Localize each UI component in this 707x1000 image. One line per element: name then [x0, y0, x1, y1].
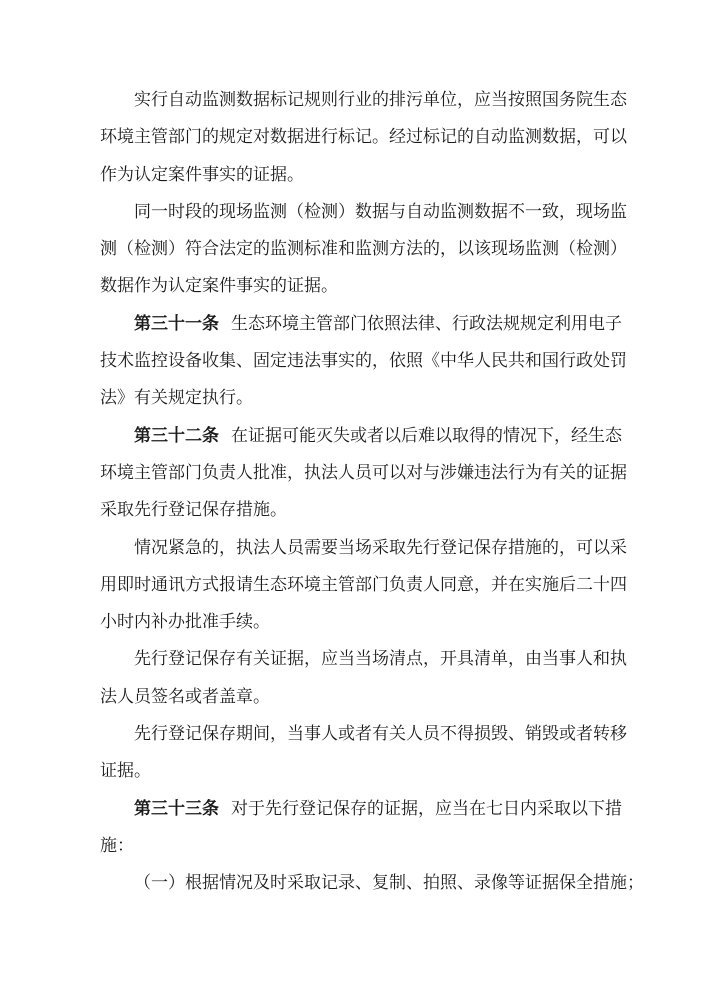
article-text: 生态环境主管部门依照法律、行政法规规定利用电子 [231, 313, 622, 334]
text-line: 环境主管部门的规定对数据进行标记。经过标记的自动监测数据，可以 [100, 127, 627, 148]
text-line: 先行登记保存期间，当事人或者有关人员不得损毁、销毁或者转移 [134, 724, 627, 745]
text-line: 证据。 [100, 761, 151, 782]
article-number: 第三十三条 [134, 798, 219, 819]
text-line: 用即时通讯方式报请生态环境主管部门负责人同意，并在实施后二十四 [100, 574, 627, 595]
text-line: 先行登记保存有关证据，应当当场清点，开具清单，由当事人和执 [134, 649, 627, 670]
paragraph-7 [100, 716, 627, 791]
text-line: 情况紧急的，执法人员需要当场采取先行登记保存措施的，可以采 [134, 537, 627, 558]
text-line [100, 791, 622, 828]
text-line: 数据作为认定案件事实的证据。 [100, 276, 338, 297]
article-32 [100, 418, 627, 530]
text-line: 测（检测）符合法定的监测标准和监测方法的，以该现场监测（检测） [100, 239, 627, 260]
article-31 [100, 306, 627, 418]
text-line: 同一时段的现场监测（检测）数据与自动监测数据不一致，现场监 [134, 201, 627, 222]
article-text: 对于先行登记保存的证据，应当在七日内采取以下措 [231, 798, 622, 819]
list-item-1 [100, 865, 644, 902]
text-line: 法人员签名或者盖章。 [100, 686, 270, 707]
text-line: 作为认定案件事实的证据。 [100, 164, 304, 185]
article-text: 在证据可能灭失或者以后难以取得的情况下，经生态 [231, 425, 622, 446]
text-line: 小时内补办批准手续。 [100, 612, 270, 633]
text-line: 环境主管部门负责人批准，执法人员可以对与涉嫌违法行为有关的证据 [100, 462, 627, 483]
paragraph-1 [100, 82, 627, 194]
document-page [100, 82, 644, 903]
paragraph-6 [100, 641, 627, 716]
text-line: （一）根据情况及时采取记录、复制、拍照、录像等证据保全措施； [134, 873, 644, 894]
text-line [100, 306, 622, 343]
text-line: 实行自动监测数据标记规则行业的排污单位，应当按照国务院生态 [134, 90, 627, 110]
text-line: 法》有关规定执行。 [100, 388, 253, 409]
paragraph-2 [100, 194, 627, 306]
article-number: 第三十二条 [134, 425, 219, 446]
text-line: 技术监控设备收集、固定违法事实的，依照《中华人民共和国行政处罚 [100, 351, 627, 372]
article-33 [100, 791, 622, 866]
text-line: 采取先行登记保存措施。 [100, 500, 287, 521]
text-line: 施： [100, 835, 134, 856]
article-number: 第三十一条 [134, 313, 219, 334]
text-line [100, 418, 622, 455]
paragraph-5 [100, 530, 627, 642]
